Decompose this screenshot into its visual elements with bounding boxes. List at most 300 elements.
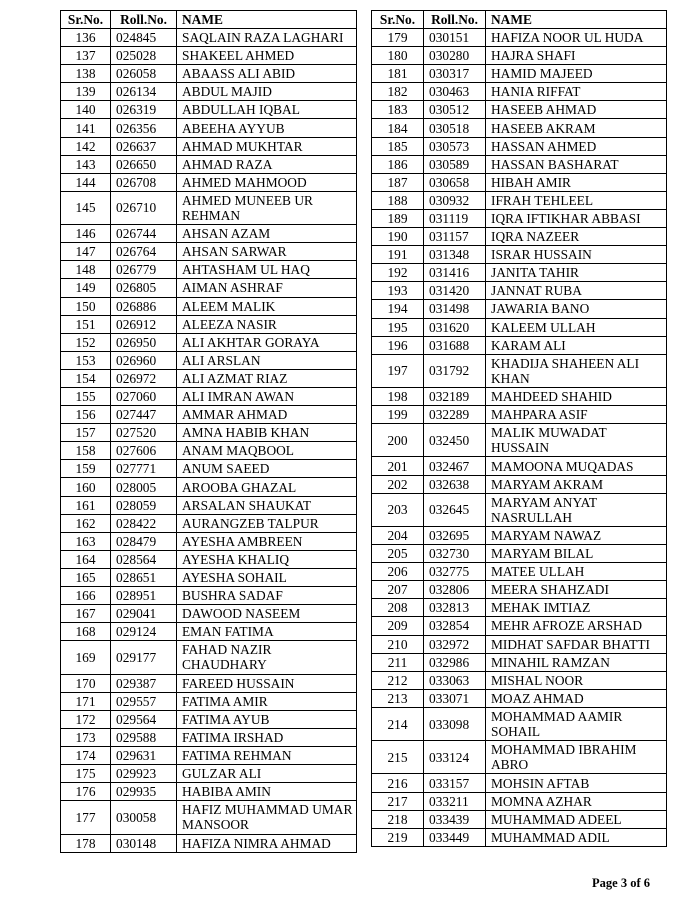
- roll-no-cell: 026886: [111, 297, 177, 315]
- roll-no-cell: 025028: [111, 47, 177, 65]
- roll-no-cell: 032854: [424, 617, 486, 635]
- sr-no-cell: 169: [61, 641, 111, 674]
- name-cell: KALEEM ULLAH: [486, 318, 667, 336]
- name-cell: MEHR AFROZE ARSHAD: [486, 617, 667, 635]
- name-cell: MATEE ULLAH: [486, 563, 667, 581]
- sr-no-cell: 165: [61, 568, 111, 586]
- sr-no-cell: 177: [61, 801, 111, 834]
- roll-no-cell: 028564: [111, 550, 177, 568]
- roll-no-cell: 033211: [424, 792, 486, 810]
- table-row: [372, 300, 667, 318]
- table-row: [372, 526, 667, 544]
- sr-no-cell: 219: [372, 828, 424, 846]
- sr-no-cell: 163: [61, 532, 111, 550]
- name-cell: HASSAN AHMED: [486, 137, 667, 155]
- table-row: [61, 261, 357, 279]
- name-cell: MAHDEED SHAHID: [486, 387, 667, 405]
- name-cell: ANAM MAQBOOL: [177, 442, 357, 460]
- name-cell: HANIA RIFFAT: [486, 83, 667, 101]
- sr-no-cell: 207: [372, 581, 424, 599]
- name-cell: AHMAD MUKHTAR: [177, 137, 357, 155]
- name-cell: AMMAR AHMAD: [177, 406, 357, 424]
- name-cell: MEHAK IMTIAZ: [486, 599, 667, 617]
- name-cell: MOHAMMAD AAMIR SOHAIL: [486, 707, 667, 740]
- table-row: [61, 369, 357, 387]
- table-row: [61, 406, 357, 424]
- sr-no-cell: 146: [61, 225, 111, 243]
- roll-no-cell: 031416: [424, 264, 486, 282]
- roll-no-cell: 032986: [424, 653, 486, 671]
- table-row: [61, 674, 357, 692]
- sr-no-cell: 142: [61, 137, 111, 155]
- sr-no-cell: 201: [372, 457, 424, 475]
- name-cell: MOMNA AZHAR: [486, 792, 667, 810]
- sr-no-cell: 205: [372, 545, 424, 563]
- table-row: [372, 336, 667, 354]
- sr-no-cell: 182: [372, 83, 424, 101]
- table-row: [372, 457, 667, 475]
- sr-no-cell: 147: [61, 243, 111, 261]
- table-row: [372, 810, 667, 828]
- roll-no-cell: 032467: [424, 457, 486, 475]
- name-cell: AHSAN SARWAR: [177, 243, 357, 261]
- sr-no-cell: 200: [372, 424, 424, 457]
- name-cell: JANITA TAHIR: [486, 264, 667, 282]
- table-row: [61, 834, 357, 852]
- name-cell: AIMAN ASHRAF: [177, 279, 357, 297]
- sr-no-cell: 183: [372, 101, 424, 119]
- sr-no-cell: 175: [61, 765, 111, 783]
- name-cell: ALI AKHTAR GORAYA: [177, 333, 357, 351]
- table-row: [61, 765, 357, 783]
- roll-no-cell: 031119: [424, 209, 486, 227]
- sr-no-cell: 138: [61, 65, 111, 83]
- name-cell: IFRAH TEHLEEL: [486, 191, 667, 209]
- roll-no-cell: 030512: [424, 101, 486, 119]
- table-row: [61, 155, 357, 173]
- name-cell: EMAN FATIMA: [177, 623, 357, 641]
- table-row: [61, 783, 357, 801]
- sr-no-cell: 203: [372, 493, 424, 526]
- roll-no-cell: 031420: [424, 282, 486, 300]
- left-results-table: [60, 10, 357, 853]
- name-cell: ANUM SAEED: [177, 460, 357, 478]
- sr-no-cell: 176: [61, 783, 111, 801]
- roll-no-cell: 026912: [111, 315, 177, 333]
- name-cell: FATIMA IRSHAD: [177, 728, 357, 746]
- roll-no-cell: 029387: [111, 674, 177, 692]
- sr-no-cell: 170: [61, 674, 111, 692]
- name-cell: AROOBA GHAZAL: [177, 478, 357, 496]
- sr-no-cell: 143: [61, 155, 111, 173]
- sr-no-cell: 157: [61, 424, 111, 442]
- roll-no-cell: 033124: [424, 741, 486, 774]
- table-row: [372, 406, 667, 424]
- sr-no-cell: 181: [372, 65, 424, 83]
- table-row: [61, 29, 357, 47]
- table-row: [61, 225, 357, 243]
- name-cell: MALIK MUWADAT HUSSAIN: [486, 424, 667, 457]
- roll-no-cell: 031348: [424, 246, 486, 264]
- table-row: [372, 246, 667, 264]
- name-cell: FATIMA AMIR: [177, 692, 357, 710]
- roll-no-cell: 026805: [111, 279, 177, 297]
- name-cell: AYESHA AMBREEN: [177, 532, 357, 550]
- name-cell: AURANGZEB TALPUR: [177, 514, 357, 532]
- table-row: [372, 774, 667, 792]
- table-row: [372, 173, 667, 191]
- sr-no-cell: 206: [372, 563, 424, 581]
- name-cell: MEERA SHAHZADI: [486, 581, 667, 599]
- sr-no-cell: 139: [61, 83, 111, 101]
- roll-no-cell: 033439: [424, 810, 486, 828]
- roll-no-cell: 026319: [111, 101, 177, 119]
- roll-no-cell: 031792: [424, 354, 486, 387]
- table-row: [372, 707, 667, 740]
- sr-no-cell: 189: [372, 209, 424, 227]
- table-row: [372, 617, 667, 635]
- table-row: [61, 587, 357, 605]
- roll-no-cell: 026950: [111, 333, 177, 351]
- sr-no-cell: 154: [61, 369, 111, 387]
- table-row: [61, 173, 357, 191]
- table-row: [61, 191, 357, 224]
- roll-no-cell: 028059: [111, 496, 177, 514]
- table-row: [372, 475, 667, 493]
- name-cell: AHMED MUNEEB UR REHMAN: [177, 191, 357, 224]
- name-cell: ALEEM MALIK: [177, 297, 357, 315]
- table-row: [61, 568, 357, 586]
- sr-no-cell: 171: [61, 692, 111, 710]
- roll-no-cell: 032775: [424, 563, 486, 581]
- roll-no-cell: 030058: [111, 801, 177, 834]
- name-cell: MOHAMMAD IBRAHIM ABRO: [486, 741, 667, 774]
- roll-no-cell: 030518: [424, 119, 486, 137]
- name-cell: MAMOONA MUQADAS: [486, 457, 667, 475]
- name-cell: ALI ARSLAN: [177, 351, 357, 369]
- sr-no-cell: 191: [372, 246, 424, 264]
- name-cell: JAWARIA BANO: [486, 300, 667, 318]
- table-row: [372, 354, 667, 387]
- sr-no-cell: 152: [61, 333, 111, 351]
- sr-no-cell: 159: [61, 460, 111, 478]
- name-cell: HIBAH AMIR: [486, 173, 667, 191]
- sr-no-cell: 161: [61, 496, 111, 514]
- name-cell: AHTASHAM UL HAQ: [177, 261, 357, 279]
- roll-no-cell: 026356: [111, 119, 177, 137]
- roll-no-cell: 027771: [111, 460, 177, 478]
- sr-no-cell: 188: [372, 191, 424, 209]
- table-row: [372, 318, 667, 336]
- roll-no-cell: 027060: [111, 387, 177, 405]
- roll-no-cell: 032645: [424, 493, 486, 526]
- table-row: [61, 442, 357, 460]
- table-row: [372, 387, 667, 405]
- sr-no-cell: 158: [61, 442, 111, 460]
- sr-no-cell: 137: [61, 47, 111, 65]
- name-cell: AHMED MAHMOOD: [177, 173, 357, 191]
- table-row: [372, 191, 667, 209]
- roll-no-cell: 024845: [111, 29, 177, 47]
- sr-no-cell: 162: [61, 514, 111, 532]
- right-results-table: [371, 10, 667, 847]
- name-cell: GULZAR ALI: [177, 765, 357, 783]
- sr-no-cell: 197: [372, 354, 424, 387]
- roll-no-cell: 028422: [111, 514, 177, 532]
- right-table-body: [372, 29, 667, 847]
- table-row: [61, 746, 357, 764]
- name-cell: AYESHA SOHAIL: [177, 568, 357, 586]
- name-cell: HAJRA SHAFI: [486, 47, 667, 65]
- table-row: [61, 351, 357, 369]
- roll-no-cell: 031157: [424, 228, 486, 246]
- table-row: [372, 101, 667, 119]
- sr-no-cell: 145: [61, 191, 111, 224]
- roll-no-cell: 033157: [424, 774, 486, 792]
- roll-no-cell: 028005: [111, 478, 177, 496]
- roll-no-cell: 031498: [424, 300, 486, 318]
- table-row: [372, 29, 667, 47]
- sr-no-cell: 204: [372, 526, 424, 544]
- roll-no-cell: 033071: [424, 689, 486, 707]
- name-cell: MARYAM ANYAT NASRULLAH: [486, 493, 667, 526]
- sr-no-cell: 216: [372, 774, 424, 792]
- sr-no-cell: 140: [61, 101, 111, 119]
- table-row: [372, 155, 667, 173]
- name-cell: HAMID MAJEED: [486, 65, 667, 83]
- roll-no-cell: 027520: [111, 424, 177, 442]
- table-row: [61, 119, 357, 137]
- table-row: [61, 514, 357, 532]
- table-row: [372, 635, 667, 653]
- name-cell: ALI AZMAT RIAZ: [177, 369, 357, 387]
- roll-no-cell: 026710: [111, 191, 177, 224]
- roll-no-cell: 028951: [111, 587, 177, 605]
- roll-no-cell: 030932: [424, 191, 486, 209]
- roll-no-cell: 026134: [111, 83, 177, 101]
- header-name: NAME: [486, 11, 667, 29]
- name-cell: ABDULLAH IQBAL: [177, 101, 357, 119]
- sr-no-cell: 164: [61, 550, 111, 568]
- sr-no-cell: 150: [61, 297, 111, 315]
- roll-no-cell: 029557: [111, 692, 177, 710]
- table-row: [61, 101, 357, 119]
- name-cell: MOHSIN AFTAB: [486, 774, 667, 792]
- table-row: [372, 741, 667, 774]
- roll-no-cell: 029124: [111, 623, 177, 641]
- table-row: [61, 279, 357, 297]
- sr-no-cell: 166: [61, 587, 111, 605]
- table-row: [61, 550, 357, 568]
- roll-no-cell: 032695: [424, 526, 486, 544]
- name-cell: ARSALAN SHAUKAT: [177, 496, 357, 514]
- roll-no-cell: 029177: [111, 641, 177, 674]
- sr-no-cell: 195: [372, 318, 424, 336]
- name-cell: MIDHAT SAFDAR BHATTI: [486, 635, 667, 653]
- roll-no-cell: 033449: [424, 828, 486, 846]
- name-cell: HAFIZA NOOR UL HUDA: [486, 29, 667, 47]
- sr-no-cell: 184: [372, 119, 424, 137]
- table-row: [372, 563, 667, 581]
- name-cell: ABEEHA AYYUB: [177, 119, 357, 137]
- table-row: [61, 496, 357, 514]
- roll-no-cell: 026764: [111, 243, 177, 261]
- roll-no-cell: 026779: [111, 261, 177, 279]
- sr-no-cell: 167: [61, 605, 111, 623]
- sr-no-cell: 168: [61, 623, 111, 641]
- name-cell: HABIBA AMIN: [177, 783, 357, 801]
- sr-no-cell: 194: [372, 300, 424, 318]
- roll-no-cell: 026650: [111, 155, 177, 173]
- table-row: [61, 333, 357, 351]
- table-row: [372, 424, 667, 457]
- sr-no-cell: 198: [372, 387, 424, 405]
- sr-no-cell: 214: [372, 707, 424, 740]
- name-cell: FATIMA REHMAN: [177, 746, 357, 764]
- name-cell: MISHAL NOOR: [486, 671, 667, 689]
- table-row: [372, 83, 667, 101]
- table-row: [372, 209, 667, 227]
- table-row: [61, 83, 357, 101]
- sr-no-cell: 136: [61, 29, 111, 47]
- roll-no-cell: 029564: [111, 710, 177, 728]
- roll-no-cell: 030317: [424, 65, 486, 83]
- roll-no-cell: 030280: [424, 47, 486, 65]
- header-sr-no: Sr.No.: [61, 11, 111, 29]
- table-row: [61, 424, 357, 442]
- table-row: [61, 387, 357, 405]
- roll-no-cell: 026972: [111, 369, 177, 387]
- sr-no-cell: 178: [61, 834, 111, 852]
- table-row: [372, 689, 667, 707]
- table-row: [372, 137, 667, 155]
- name-cell: KHADIJA SHAHEEN ALI KHAN: [486, 354, 667, 387]
- roll-no-cell: 030573: [424, 137, 486, 155]
- table-row: [372, 119, 667, 137]
- sr-no-cell: 151: [61, 315, 111, 333]
- roll-no-cell: 031620: [424, 318, 486, 336]
- roll-no-cell: 028651: [111, 568, 177, 586]
- name-cell: MOAZ AHMAD: [486, 689, 667, 707]
- page-number: Page 3 of 6: [592, 876, 650, 890]
- header-roll-no: Roll.No.: [424, 11, 486, 29]
- name-cell: MUHAMMAD ADIL: [486, 828, 667, 846]
- roll-no-cell: 029631: [111, 746, 177, 764]
- sr-no-cell: 153: [61, 351, 111, 369]
- sr-no-cell: 141: [61, 119, 111, 137]
- sr-no-cell: 192: [372, 264, 424, 282]
- table-row: [61, 692, 357, 710]
- name-cell: HAFIZ MUHAMMAD UMAR MANSOOR: [177, 801, 357, 834]
- name-cell: AMNA HABIB KHAN: [177, 424, 357, 442]
- table-row: [61, 801, 357, 834]
- table-row: [61, 137, 357, 155]
- sr-no-cell: 156: [61, 406, 111, 424]
- name-cell: MINAHIL RAMZAN: [486, 653, 667, 671]
- name-cell: MARYAM BILAL: [486, 545, 667, 563]
- name-cell: ALI IMRAN AWAN: [177, 387, 357, 405]
- name-cell: FAHAD NAZIR CHAUDHARY: [177, 641, 357, 674]
- roll-no-cell: 029923: [111, 765, 177, 783]
- sr-no-cell: 209: [372, 617, 424, 635]
- roll-no-cell: 032189: [424, 387, 486, 405]
- table-row: [372, 264, 667, 282]
- name-cell: MUHAMMAD ADEEL: [486, 810, 667, 828]
- name-cell: ABAASS ALI ABID: [177, 65, 357, 83]
- roll-no-cell: 027447: [111, 406, 177, 424]
- roll-no-cell: 029935: [111, 783, 177, 801]
- table-row: [372, 228, 667, 246]
- name-cell: ALEEZA NASIR: [177, 315, 357, 333]
- name-cell: FATIMA AYUB: [177, 710, 357, 728]
- table-row: [372, 282, 667, 300]
- table-row: [61, 65, 357, 83]
- sr-no-cell: 187: [372, 173, 424, 191]
- name-cell: MAHPARA ASIF: [486, 406, 667, 424]
- sr-no-cell: 217: [372, 792, 424, 810]
- sr-no-cell: 180: [372, 47, 424, 65]
- roll-no-cell: 026058: [111, 65, 177, 83]
- sr-no-cell: 155: [61, 387, 111, 405]
- roll-no-cell: 032638: [424, 475, 486, 493]
- name-cell: KARAM ALI: [486, 336, 667, 354]
- sr-no-cell: 199: [372, 406, 424, 424]
- table-row: [61, 641, 357, 674]
- roll-no-cell: 032450: [424, 424, 486, 457]
- table-row: [61, 728, 357, 746]
- sr-no-cell: 173: [61, 728, 111, 746]
- name-cell: MARYAM NAWAZ: [486, 526, 667, 544]
- name-cell: FAREED HUSSAIN: [177, 674, 357, 692]
- name-cell: HASSAN BASHARAT: [486, 155, 667, 173]
- roll-no-cell: 032289: [424, 406, 486, 424]
- roll-no-cell: 029041: [111, 605, 177, 623]
- name-cell: ABDUL MAJID: [177, 83, 357, 101]
- roll-no-cell: 032730: [424, 545, 486, 563]
- name-cell: HASEEB AKRAM: [486, 119, 667, 137]
- name-cell: ISRAR HUSSAIN: [486, 246, 667, 264]
- table-row: [372, 493, 667, 526]
- roll-no-cell: 030151: [424, 29, 486, 47]
- table-row: [61, 315, 357, 333]
- roll-no-cell: 026708: [111, 173, 177, 191]
- sr-no-cell: 185: [372, 137, 424, 155]
- table-row: [61, 605, 357, 623]
- roll-no-cell: 032972: [424, 635, 486, 653]
- roll-no-cell: 029588: [111, 728, 177, 746]
- sr-no-cell: 179: [372, 29, 424, 47]
- table-header-row: [372, 11, 667, 29]
- name-cell: JANNAT RUBA: [486, 282, 667, 300]
- table-row: [372, 828, 667, 846]
- header-name: NAME: [177, 11, 357, 29]
- sr-no-cell: 172: [61, 710, 111, 728]
- table-row: [61, 710, 357, 728]
- table-row: [61, 47, 357, 65]
- roll-no-cell: 032806: [424, 581, 486, 599]
- table-row: [372, 545, 667, 563]
- sr-no-cell: 144: [61, 173, 111, 191]
- table-row: [372, 653, 667, 671]
- name-cell: SAQLAIN RAZA LAGHARI: [177, 29, 357, 47]
- roll-no-cell: 030148: [111, 834, 177, 852]
- roll-no-cell: 031688: [424, 336, 486, 354]
- sr-no-cell: 212: [372, 671, 424, 689]
- sr-no-cell: 211: [372, 653, 424, 671]
- sr-no-cell: 193: [372, 282, 424, 300]
- roll-no-cell: 030658: [424, 173, 486, 191]
- sr-no-cell: 196: [372, 336, 424, 354]
